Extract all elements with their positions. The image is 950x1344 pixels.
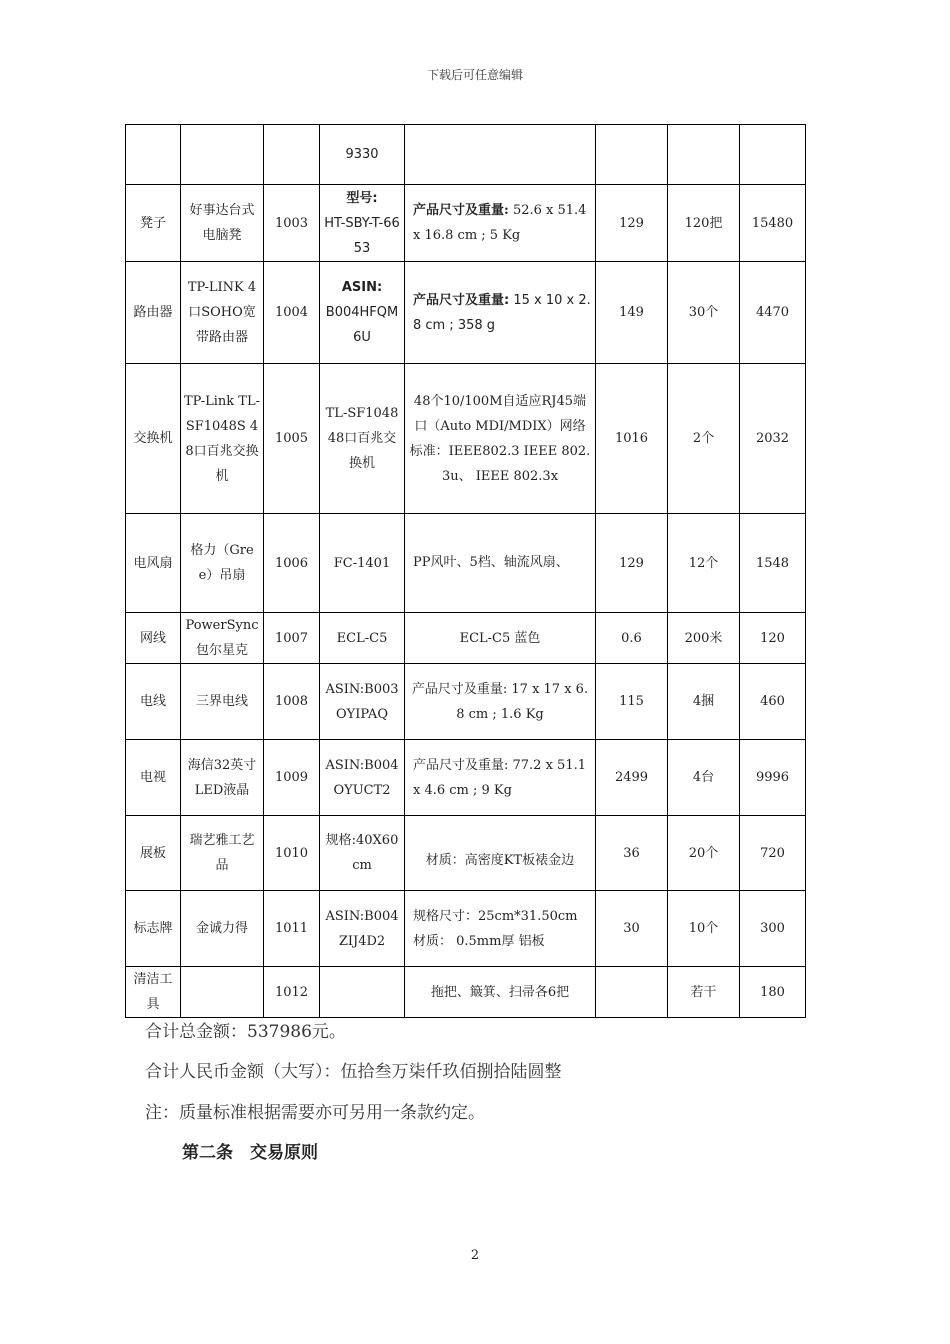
cell-brand: TP-LINK 4口SOHO宽带路由器 xyxy=(181,262,264,364)
cell-total: 15480 xyxy=(740,185,806,262)
cell-qty: 4捆 xyxy=(668,664,740,740)
cell-spec xyxy=(405,185,596,262)
spec-label: 产品尺寸及重量: xyxy=(413,292,510,308)
cell-code: 1003 xyxy=(264,185,320,262)
model-label: ASIN: xyxy=(341,280,383,295)
cell-spec: 拖把、簸箕、扫帚各6把 xyxy=(405,967,596,1018)
cell-name: 展板 xyxy=(126,816,181,891)
cell-brand: TP-Link TL-SF1048S 48口百兆交换机 xyxy=(181,364,264,514)
cell-qty: 10个 xyxy=(668,891,740,967)
total-amount-uppercase: 合计人民币金额（大写）：伍拾叁万柒仟玖佰捌拾陆圆整 xyxy=(145,1062,562,1082)
table-row xyxy=(126,613,806,664)
cell-qty: 120把 xyxy=(668,185,740,262)
product-table xyxy=(125,124,806,1018)
total-amount: 合计总金额：537986元。 xyxy=(145,1022,346,1042)
cell-code: 1012 xyxy=(264,967,320,1018)
cell-qty: 4台 xyxy=(668,740,740,816)
cell-qty xyxy=(668,125,740,185)
cell-qty: 200米 xyxy=(668,613,740,664)
cell-total xyxy=(740,125,806,185)
cell-spec: PP风叶、5档、轴流风扇、 xyxy=(405,514,596,613)
cell-qty: 2个 xyxy=(668,364,740,514)
cell-model: ASIN:B004OYUCT2 xyxy=(320,740,405,816)
cell-name: 电线 xyxy=(126,664,181,740)
cell-model: ASIN:B004ZIJ4D2 xyxy=(320,891,405,967)
cell-spec: ECL-C5 蓝色 xyxy=(405,613,596,664)
cell-brand: 好事达台式电脑凳 xyxy=(181,185,264,262)
cell-price xyxy=(596,125,668,185)
cell-price: 0.6 xyxy=(596,613,668,664)
cell-name: 交换机 xyxy=(126,364,181,514)
cell-code: 1007 xyxy=(264,613,320,664)
cell-total: 720 xyxy=(740,816,806,891)
cell-total: 300 xyxy=(740,891,806,967)
cell-spec: 48个10/100M自适应RJ45端口（Auto MDI/MDIX）网络标准：IEEE802.3 IEEE 802.3u、 IEEE 802.3x xyxy=(405,364,596,514)
cell-model xyxy=(320,185,405,262)
cell-name: 标志牌 xyxy=(126,891,181,967)
cell-model xyxy=(320,262,405,364)
cell-code: 1010 xyxy=(264,816,320,891)
cell-name: 路由器 xyxy=(126,262,181,364)
cell-code: 1011 xyxy=(264,891,320,967)
cell-code: 1006 xyxy=(264,514,320,613)
cell-total: 120 xyxy=(740,613,806,664)
cell-brand xyxy=(181,967,264,1018)
page-header: 下载后可任意编辑 xyxy=(426,68,523,82)
article-heading: 第二条 交易原则 xyxy=(182,1143,318,1163)
cell-price: 1016 xyxy=(596,364,668,514)
table-row xyxy=(126,125,806,185)
cell-total: 460 xyxy=(740,664,806,740)
table-row xyxy=(126,185,806,262)
cell-code: 1004 xyxy=(264,262,320,364)
table-row xyxy=(126,816,806,891)
cell-spec: 产品尺寸及重量: 77.2 x 51.1 x 4.6 cm ; 9 Kg xyxy=(405,740,596,816)
cell-brand xyxy=(181,125,264,185)
cell-model: TL-SF1048 48口百兆交换机 xyxy=(320,364,405,514)
cell-qty: 20个 xyxy=(668,816,740,891)
cell-brand: 格力（Gree）吊扇 xyxy=(181,514,264,613)
cell-price: 129 xyxy=(596,514,668,613)
cell-qty: 若干 xyxy=(668,967,740,1018)
cell-brand: 瑞艺雅工艺品 xyxy=(181,816,264,891)
cell-total: 2032 xyxy=(740,364,806,514)
cell-name: 电风扇 xyxy=(126,514,181,613)
cell-name: 清洁工具 xyxy=(126,967,181,1018)
quality-note: 注：质量标准根据需要亦可另用一条款约定。 xyxy=(145,1103,485,1123)
cell-code: 1009 xyxy=(264,740,320,816)
cell-price: 2499 xyxy=(596,740,668,816)
cell-spec: 产品尺寸及重量: 17 x 17 x 6.8 cm ; 1.6 Kg xyxy=(405,664,596,740)
spec-label: 产品尺寸及重量: xyxy=(413,203,509,218)
cell-model: FC-1401 xyxy=(320,514,405,613)
spec-value: 15 x 10 x 2.8 cm ; 358 g xyxy=(413,292,591,333)
model-value: HT-SBY-T-6653 xyxy=(324,215,400,256)
cell-spec: 规格尺寸：25cm*31.50cm 材质： 0.5mm厚 铝板 xyxy=(405,891,596,967)
model-value: B004HFQM6U xyxy=(325,305,399,345)
cell-total: 9996 xyxy=(740,740,806,816)
table-row xyxy=(126,740,806,816)
page-number: 2 xyxy=(470,1248,480,1263)
cell-model: 规格:40X60cm xyxy=(320,816,405,891)
cell-spec xyxy=(405,125,596,185)
cell-code: 1008 xyxy=(264,664,320,740)
cell-price: 129 xyxy=(596,185,668,262)
cell-model xyxy=(320,967,405,1018)
cell-total: 180 xyxy=(740,967,806,1018)
cell-qty: 12个 xyxy=(668,514,740,613)
table-row xyxy=(126,514,806,613)
cell-spec: 材质：高密度KT板裱金边 xyxy=(405,816,596,891)
cell-model: ASIN:B003OYIPAQ xyxy=(320,664,405,740)
cell-price: 30 xyxy=(596,891,668,967)
table-row xyxy=(126,664,806,740)
table-row xyxy=(126,364,806,514)
cell-price xyxy=(596,967,668,1018)
cell-code: 1005 xyxy=(264,364,320,514)
cell-name xyxy=(126,125,181,185)
cell-name: 网线 xyxy=(126,613,181,664)
cell-brand: 海信32英寸LED液晶 xyxy=(181,740,264,816)
cell-price: 115 xyxy=(596,664,668,740)
table-row xyxy=(126,891,806,967)
model-label: 型号: xyxy=(346,190,378,206)
cell-brand: 金诚力得 xyxy=(181,891,264,967)
cell-total: 1548 xyxy=(740,514,806,613)
spec-value: 52.6 x 51.4 x 16.8 cm ; 5 Kg xyxy=(413,203,587,243)
cell-model: 9330 xyxy=(320,125,405,185)
cell-name: 凳子 xyxy=(126,185,181,262)
cell-brand: 三界电线 xyxy=(181,664,264,740)
cell-brand: PowerSync包尔星克 xyxy=(181,613,264,664)
cell-total: 4470 xyxy=(740,262,806,364)
table-row xyxy=(126,967,806,1018)
cell-qty: 30个 xyxy=(668,262,740,364)
cell-model: ECL-C5 xyxy=(320,613,405,664)
cell-name: 电视 xyxy=(126,740,181,816)
cell-spec xyxy=(405,262,596,364)
cell-code xyxy=(264,125,320,185)
cell-price: 149 xyxy=(596,262,668,364)
table-row xyxy=(126,262,806,364)
cell-price: 36 xyxy=(596,816,668,891)
